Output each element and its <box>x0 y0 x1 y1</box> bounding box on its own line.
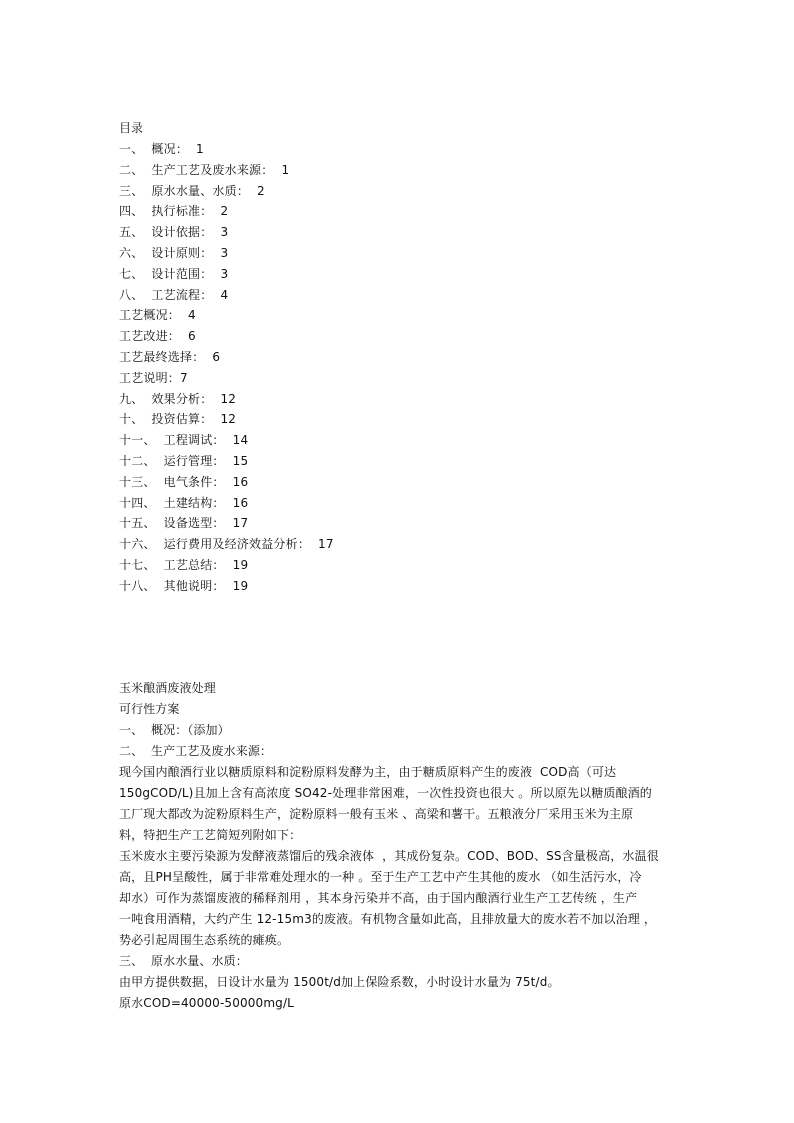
toc-item: 十六、 运行费用及经济效益分析： 17 <box>119 537 334 552</box>
paragraph-line: 料，特把生产工艺简短列附如下： <box>119 828 302 842</box>
document-subtitle: 可行性方案 <box>119 702 180 716</box>
toc-item: 十七、 工艺总结： 19 <box>119 557 249 572</box>
paragraph-line: 150gCOD/L)且加上含有高浓度 SO42-处理非常困难，一次性投资也很大 。所以原先以糖质酿酒的 <box>119 786 652 800</box>
toc-item: 九、 效果分析： 12 <box>119 391 237 406</box>
toc-item: 四、 执行标准： 2 <box>119 204 229 219</box>
paragraph-line: 玉米废水主要污染源为发酵液蒸馏后的残余液体 ，其成份复杂。COD、BOD、SS含量极高，水温很 <box>119 849 659 863</box>
toc-item: 十八、 其他说明： 19 <box>119 578 249 593</box>
toc-item: 七、 设计范围： 3 <box>119 266 229 281</box>
toc-item: 工艺概况： 4 <box>119 308 196 323</box>
table-of-contents <box>119 118 679 597</box>
toc-item: 二、 生产工艺及废水来源： 1 <box>119 162 290 177</box>
paragraph-line: 由甲方提供数据，日设计水量为 1500t/d加上保险系数，小时设计水量为 75t/d。 <box>119 975 560 989</box>
toc-item: 八、 工艺流程： 4 <box>119 287 229 302</box>
toc-item: 十一、 工程调试： 14 <box>119 433 249 448</box>
section-heading: 三、 原水水量、水质： <box>119 954 248 968</box>
toc-item: 十四、 土建结构： 16 <box>119 495 249 510</box>
toc-item: 五、 设计依据： 3 <box>119 225 229 240</box>
toc-item: 工艺最终选择： 6 <box>119 349 221 364</box>
toc-item: 三、 原水水量、水质： 2 <box>119 183 265 198</box>
document-title: 玉米酿酒废液处理 <box>119 681 216 695</box>
toc-item: 工艺改进： 6 <box>119 329 196 344</box>
paragraph-line: 一吨食用酒精，大约产生 12-15m3的废液。有机物含量如此高，且排放量大的废水若不加以治理 ， <box>119 912 657 926</box>
section-heading: 一、 概况：（添加） <box>119 723 230 737</box>
toc-item: 一、 概况： 1 <box>119 142 204 156</box>
paragraph-line: 工厂现大都改为淀粉原料生产，淀粉原料一般有玉米 、高梁和薯干。五粮液分厂采用玉米为主原 <box>119 807 634 821</box>
toc-item: 十、 投资估算： 12 <box>119 412 237 427</box>
paragraph-line: 现今国内酿酒行业以糖质原料和淀粉原料发酵为主，由于糖质原料产生的废液 COD高（可达 <box>119 765 617 779</box>
toc-item: 六、 设计原则： 3 <box>119 245 229 260</box>
document-body <box>119 678 679 1014</box>
toc-item: 十三、 电气条件： 16 <box>119 474 249 489</box>
paragraph-line: 原水COD=40000-50000mg/L <box>119 996 294 1010</box>
toc-title: 目录 <box>119 121 144 135</box>
toc-item: 十二、 运行管理： 15 <box>119 453 249 468</box>
toc-item: 十五、 设备选型： 17 <box>119 516 249 531</box>
paragraph-line: 高，且PH呈酸性，属于非常难处理水的一种 。至于生产工艺中产生其他的废水 （如生活污水，冷 <box>119 870 642 884</box>
section-heading: 二、 生产工艺及废水来源： <box>119 744 273 758</box>
toc-item: 工艺说明：7 <box>119 370 188 385</box>
paragraph-line: 势必引起周围生态系统的瘫痪。 <box>119 933 290 947</box>
paragraph-line: 却水）可作为蒸馏废液的稀释剂用 ，其本身污染并不高，由于国内酿酒行业生产工艺传统 ，生产 <box>119 891 638 905</box>
